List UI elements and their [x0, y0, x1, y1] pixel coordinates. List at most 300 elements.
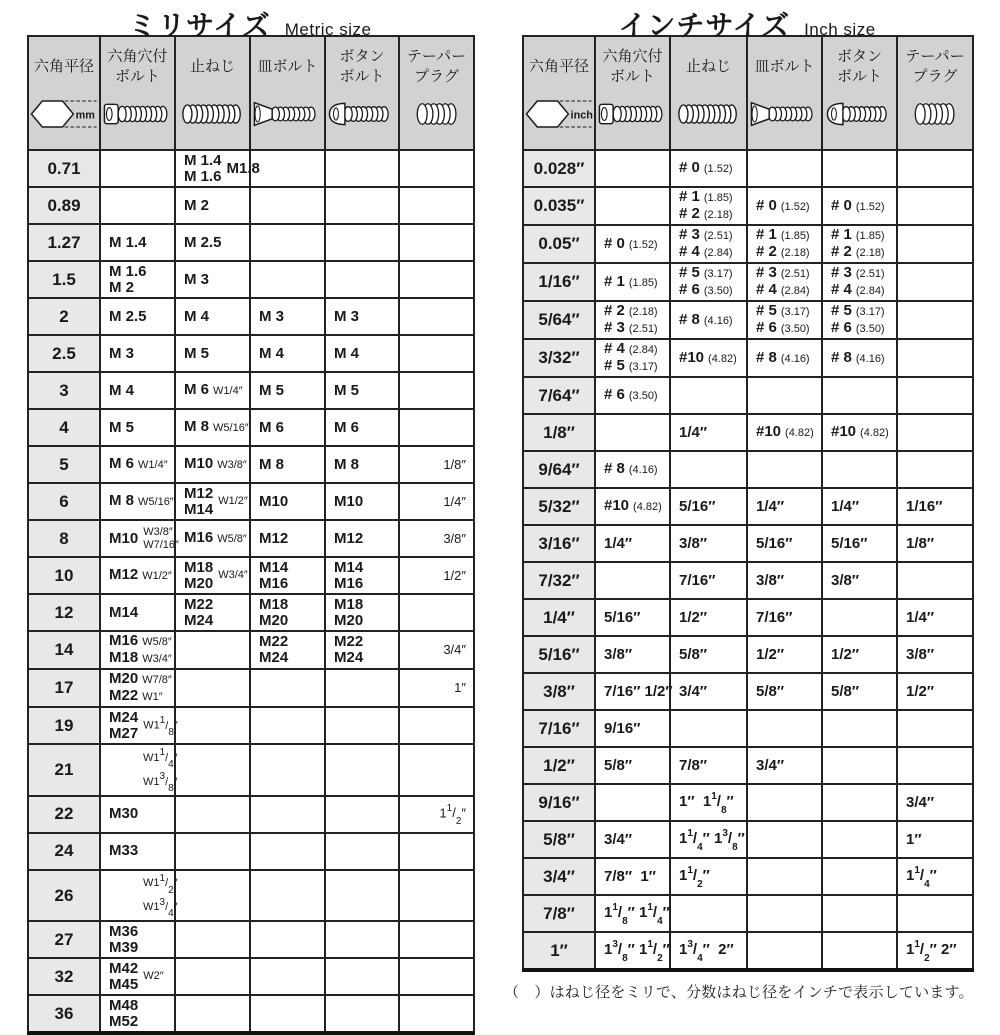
cell-socket-bolt [100, 446, 175, 483]
cell-value: 5/8″ [604, 756, 633, 774]
table-row [523, 784, 973, 821]
cell-button-bolt [325, 921, 399, 958]
cell-line [831, 244, 885, 261]
cell-annotation: W1″ [142, 691, 163, 703]
cell-content [604, 758, 665, 774]
hex-width-value: 14 [28, 631, 100, 669]
cell-side-annotation [143, 526, 179, 552]
cell-line [439, 802, 466, 827]
fraction: $^1/_4$ [159, 747, 174, 770]
cell-line [604, 536, 632, 552]
cell-value: M48 [109, 996, 139, 1014]
fraction: $^1/_2$ [647, 938, 663, 964]
hex-width-value: 0.028″ [523, 150, 595, 187]
cell-content [604, 721, 665, 737]
cell-set-screw [670, 525, 747, 562]
cell-side-line: W7/16″ [143, 538, 179, 551]
column-label-line: ボルト [339, 68, 385, 85]
cell-lines [679, 425, 707, 441]
cell-socket-bolt [100, 150, 175, 187]
cell-line [604, 461, 658, 478]
cell-socket-bolt [595, 488, 670, 525]
inch-table-grid [522, 35, 974, 972]
cell-lines [604, 274, 658, 291]
cell-line [679, 282, 733, 299]
cell-set-screw [175, 335, 250, 372]
cell-lines [831, 684, 859, 700]
cell-line [109, 977, 138, 993]
cell-flat-bolt [250, 796, 325, 833]
cell-content [679, 425, 742, 441]
cell-taper-plug [897, 673, 973, 710]
cell-button-bolt [325, 594, 399, 631]
cell-lines [259, 309, 284, 325]
cell-button-bolt [822, 263, 897, 301]
cell-set-screw [670, 599, 747, 636]
cell-value: # 4 [604, 340, 625, 357]
cell-button-bolt [822, 673, 897, 710]
cell-line [334, 560, 363, 576]
cell-set-screw [175, 409, 250, 446]
cell-annotation: $W1^3/_8''$ [143, 770, 178, 794]
cell-value: # 5 [831, 302, 852, 319]
cell-annotation: (4.82) [708, 352, 737, 365]
table-row [28, 594, 474, 631]
cell-taper-plug [399, 707, 474, 744]
table-row [523, 821, 973, 858]
cell-value: 1/4″ [604, 534, 633, 552]
cell-line [906, 610, 934, 626]
cell-lines [109, 420, 134, 436]
hex-width-value: 1/2″ [523, 747, 595, 784]
cell-set-screw [175, 921, 250, 958]
cell-value: 1/4″ [756, 497, 785, 515]
cell-value: M39 [109, 938, 139, 956]
cell-value: M 1.6 [184, 167, 222, 185]
cell-value: # 8 [679, 310, 700, 328]
cell-content [334, 494, 394, 510]
hex-width-value: 3 [28, 372, 100, 409]
cell-value: M16 [109, 632, 139, 649]
cell-button-bolt [325, 224, 399, 261]
cell-line [184, 272, 209, 288]
cell-line [906, 832, 922, 848]
cell-value: # 3 [831, 264, 852, 281]
cell-value: # 0 [604, 234, 625, 252]
cell-lines [109, 235, 147, 251]
cell-line [109, 264, 147, 280]
cell-socket-bolt [595, 710, 670, 747]
table-row [28, 958, 474, 995]
cell-lines [604, 387, 658, 404]
cell-content [756, 758, 817, 774]
countersunk-bolt-icon [749, 91, 820, 137]
hex-across-flats-icon [525, 91, 593, 137]
cell-value: # 5 [604, 357, 625, 374]
cell-line [604, 647, 632, 663]
cell-value: 3/8″ [906, 645, 935, 663]
cell-line [679, 312, 733, 329]
cell-set-screw [670, 784, 747, 821]
cell-content [604, 869, 665, 885]
cell-line [109, 1014, 138, 1030]
cell-lines [259, 494, 288, 510]
cell-annotation: (2.84) [780, 285, 810, 297]
hex-width-value: 1.27 [28, 224, 100, 261]
cell-value: M12 [334, 529, 364, 547]
cell-lines [109, 924, 138, 956]
table-row [523, 301, 973, 339]
cell-annotation: (2.18) [855, 247, 885, 259]
cell-line [334, 346, 359, 362]
cell-lines [906, 864, 937, 890]
cell-line [184, 309, 209, 325]
table-row [28, 298, 474, 335]
cell-lines [831, 424, 889, 441]
cell-socket-bolt [595, 599, 670, 636]
cell-content [831, 499, 892, 515]
cell-lines [831, 350, 885, 367]
hex-socket-bolt-icon [597, 91, 668, 137]
cell-line [184, 530, 247, 547]
cell-lines [679, 647, 707, 663]
cell-taper-plug [897, 414, 973, 451]
cell-line [184, 576, 213, 592]
column-label-line: 六角平径 [33, 58, 94, 75]
cell-set-screw [670, 339, 747, 377]
cell-value: M 2.5 [109, 307, 147, 325]
cell-lines [906, 938, 957, 964]
cell-socket-bolt [595, 747, 670, 784]
table-row [523, 150, 973, 187]
cell-button-bolt [822, 932, 897, 970]
cell-value: #10 [679, 348, 705, 366]
hex-width-value: 1/4″ [523, 599, 595, 636]
cell-content [259, 634, 320, 666]
cell-socket-bolt [595, 636, 670, 673]
cell-content [109, 492, 174, 510]
cell-line [259, 597, 288, 613]
hex-width-value: 22 [28, 796, 100, 833]
cell-value: 7/16″ [679, 571, 716, 589]
cell-lines [756, 758, 784, 774]
cell-content [334, 346, 394, 362]
cell-line [906, 647, 934, 663]
cell-value: M42 [109, 959, 139, 977]
cell-value: # 3 [679, 226, 700, 243]
cell-line [443, 531, 466, 547]
cell-taper-plug [399, 483, 474, 520]
cell-lines [604, 536, 632, 552]
cell-lines [679, 864, 710, 890]
table-row [28, 372, 474, 409]
column-label-line: テーパー [905, 48, 965, 65]
cell-lines [604, 901, 670, 927]
table-row [523, 932, 973, 970]
table-row [28, 870, 474, 922]
cell-lines [109, 998, 138, 1030]
cell-line [831, 424, 889, 441]
cell-lines [109, 806, 138, 822]
cell-lines [604, 721, 640, 737]
cell-content [679, 684, 742, 700]
cell-flat-bolt [747, 414, 822, 451]
cell-lines [259, 531, 288, 547]
table-row [523, 525, 973, 562]
cell-socket-bolt [595, 377, 670, 414]
cell-line [109, 531, 138, 547]
cell-value: 1/4″ [443, 493, 466, 509]
cell-value: 5/16″ [604, 608, 641, 626]
cell-annotation: (1.85) [780, 230, 810, 242]
cell-annotation: (3.17) [780, 306, 810, 318]
cell-content [109, 309, 170, 325]
cell-content [604, 610, 665, 626]
cell-content [109, 264, 170, 296]
cell-socket-bolt [100, 707, 178, 744]
cell-flat-bolt [250, 335, 325, 372]
fraction: $^3/_8$ [159, 770, 174, 794]
cell-value: 3/8″ [604, 645, 633, 663]
cell-annotation: (4.82) [860, 427, 889, 439]
cell-content [831, 647, 892, 663]
cell-taper-plug [399, 520, 474, 557]
cell-line [334, 383, 359, 399]
cell-line [109, 710, 138, 726]
cell-flat-bolt [747, 747, 822, 784]
cell-value: # 4 [679, 243, 700, 260]
cell-content [109, 843, 170, 859]
cell-value: M 6 [109, 455, 135, 472]
cell-lines [679, 758, 707, 774]
cell-taper-plug [897, 858, 973, 895]
cell-button-bolt [325, 150, 399, 187]
cell-socket-bolt [595, 150, 670, 187]
cell-content [184, 597, 245, 629]
hex-width-value: 7/32″ [523, 562, 595, 599]
cell-socket-bolt [595, 225, 670, 263]
cell-value: 9/16″ [604, 719, 641, 737]
cell-line [679, 189, 733, 206]
cell-flat-bolt [250, 594, 325, 631]
cell-line [756, 647, 784, 663]
cell-flat-bolt [747, 784, 822, 821]
cell-line [679, 610, 707, 626]
hex-socket-bolt-icon [102, 91, 173, 137]
cell-line [679, 573, 715, 589]
cell-annotation: (2.84) [703, 247, 733, 259]
cell-flat-bolt [250, 557, 325, 594]
table-row [523, 488, 973, 525]
hex-width-value: 3/4″ [523, 858, 595, 895]
cell-content [756, 303, 817, 337]
cell-set-screw [175, 631, 250, 669]
cell-line [259, 420, 284, 436]
cell-taper-plug [897, 525, 973, 562]
cell-value: 5/8″ [756, 682, 785, 700]
cell-lines [139, 746, 178, 794]
cell-socket-bolt [100, 261, 175, 298]
cell-button-bolt [325, 409, 399, 446]
cell-button-bolt [822, 858, 897, 895]
cell-value: 7/16″ [756, 608, 793, 626]
cell-socket-bolt [595, 187, 670, 225]
cell-line [679, 265, 733, 282]
cell-button-bolt [822, 187, 897, 225]
column-label [30, 43, 98, 91]
cell-annotation: $W1^1/_4''$ [143, 747, 178, 770]
cell-line [259, 576, 288, 592]
cell-taper-plug [897, 784, 973, 821]
cell-set-screw [175, 224, 250, 261]
cell-value: M 8 [334, 455, 360, 473]
cell-lines [109, 961, 138, 993]
cell-lines [831, 536, 867, 552]
table-row [28, 409, 474, 446]
hex-across-flats-icon [30, 91, 98, 137]
cell-line [139, 746, 178, 770]
cell-value: 1″ [454, 680, 466, 695]
cell-content [109, 872, 178, 920]
cell-annotation: (3.17) [628, 361, 658, 373]
column-label-line: ボタン [339, 48, 385, 65]
cell-line [679, 758, 707, 774]
table-row [28, 744, 474, 796]
table-row [28, 833, 474, 870]
cell-content [259, 494, 320, 510]
cell-content [679, 790, 742, 816]
cell-line [756, 684, 784, 700]
cell-line [259, 309, 284, 325]
cell-line [454, 680, 466, 696]
cell-flat-bolt [250, 298, 325, 335]
table-row [523, 562, 973, 599]
set-screw-icon [672, 91, 745, 137]
cell-content [109, 998, 170, 1030]
cell-lines [443, 568, 466, 584]
cell-line [604, 938, 670, 964]
cell-set-screw [175, 958, 250, 995]
cell-value: # 5 [756, 302, 777, 319]
cell-lines [184, 530, 247, 547]
cell-flat-bolt [747, 562, 822, 599]
cell-content [259, 346, 320, 362]
cell-lines [184, 597, 213, 629]
cell-lines [109, 605, 138, 621]
countersunk-bolt-icon [252, 91, 323, 137]
cell-content [604, 536, 665, 552]
cell-annotation: (4.16) [628, 464, 658, 476]
cell-value: M 4 [334, 344, 360, 362]
cell-annotation: (2.84) [628, 344, 658, 356]
cell-flat-bolt [250, 372, 325, 409]
cell-content [184, 484, 248, 518]
cell-taper-plug [897, 187, 973, 225]
cell-line [334, 531, 363, 547]
cell-socket-bolt [100, 870, 178, 922]
cell-lines [679, 160, 733, 177]
cell-value: 1/2″ [906, 682, 935, 700]
cell-lines [679, 610, 707, 626]
cell-value: # 6 [604, 386, 625, 403]
cell-taper-plug [399, 557, 474, 594]
taper-plug-icon [401, 91, 472, 137]
cell-side-line: $W1^1/_8''$ [143, 715, 178, 738]
cell-lines [109, 671, 172, 705]
cell-taper-plug [399, 958, 474, 995]
cell-value: M 1.4 [109, 233, 147, 251]
table-row [28, 557, 474, 594]
cell-value: # 0 [679, 159, 700, 176]
cell-flat-bolt [747, 377, 822, 414]
cell-value: $1^3/_4''$ 2″ [679, 938, 734, 964]
cell-value: 3/8″ [679, 534, 708, 552]
cell-value: M 6 [184, 381, 210, 398]
cell-value: # 8 [604, 460, 625, 477]
cell-content [756, 647, 817, 663]
inch-header-button-bolt [822, 36, 897, 150]
cell-line [443, 642, 466, 658]
cell-socket-bolt [100, 520, 179, 557]
cell-taper-plug [897, 301, 973, 339]
cell-line [756, 227, 810, 244]
cell-content [184, 272, 245, 288]
cell-lines [454, 680, 466, 696]
cell-value: M18 [109, 649, 139, 666]
cell-value: M30 [109, 805, 139, 823]
cell-lines [756, 573, 784, 589]
column-label-line: テーパー [406, 48, 467, 65]
cell-taper-plug [897, 932, 973, 970]
hex-width-value: 4 [28, 409, 100, 446]
cell-annotation: (2.51) [780, 268, 810, 280]
cell-line [334, 634, 363, 650]
cell-flat-bolt [747, 225, 822, 263]
cell-set-screw [670, 821, 747, 858]
cell-content [184, 456, 245, 473]
cell-value: M12 [259, 529, 289, 547]
cell-value: $1^1/_2''$ [439, 802, 466, 827]
cell-lines [756, 350, 810, 367]
cell-content [109, 605, 170, 621]
cell-button-bolt [325, 446, 399, 483]
cell-button-bolt [822, 636, 897, 673]
hex-width-value: 5/8″ [523, 821, 595, 858]
cell-line [831, 227, 885, 244]
table-row [28, 261, 474, 298]
cell-line [831, 573, 859, 589]
cell-annotation: (4.16) [703, 314, 733, 327]
hex-width-value: 0.71 [28, 150, 100, 187]
cell-content [756, 198, 817, 215]
cell-lines [756, 684, 784, 700]
cell-lines [334, 309, 359, 325]
cell-button-bolt [325, 958, 399, 995]
cell-value: M45 [109, 975, 139, 993]
cell-content [679, 758, 742, 774]
cell-lines [259, 457, 284, 473]
cell-value: M12 [184, 484, 214, 502]
cell-content [756, 227, 817, 261]
cell-line [109, 843, 138, 859]
cell-content [184, 235, 245, 251]
cell-flat-bolt [747, 150, 822, 187]
cell-line [184, 235, 222, 251]
cell-set-screw [670, 636, 747, 673]
cell-button-bolt [822, 784, 897, 821]
cell-button-bolt [325, 995, 399, 1033]
cell-lines [906, 795, 934, 811]
